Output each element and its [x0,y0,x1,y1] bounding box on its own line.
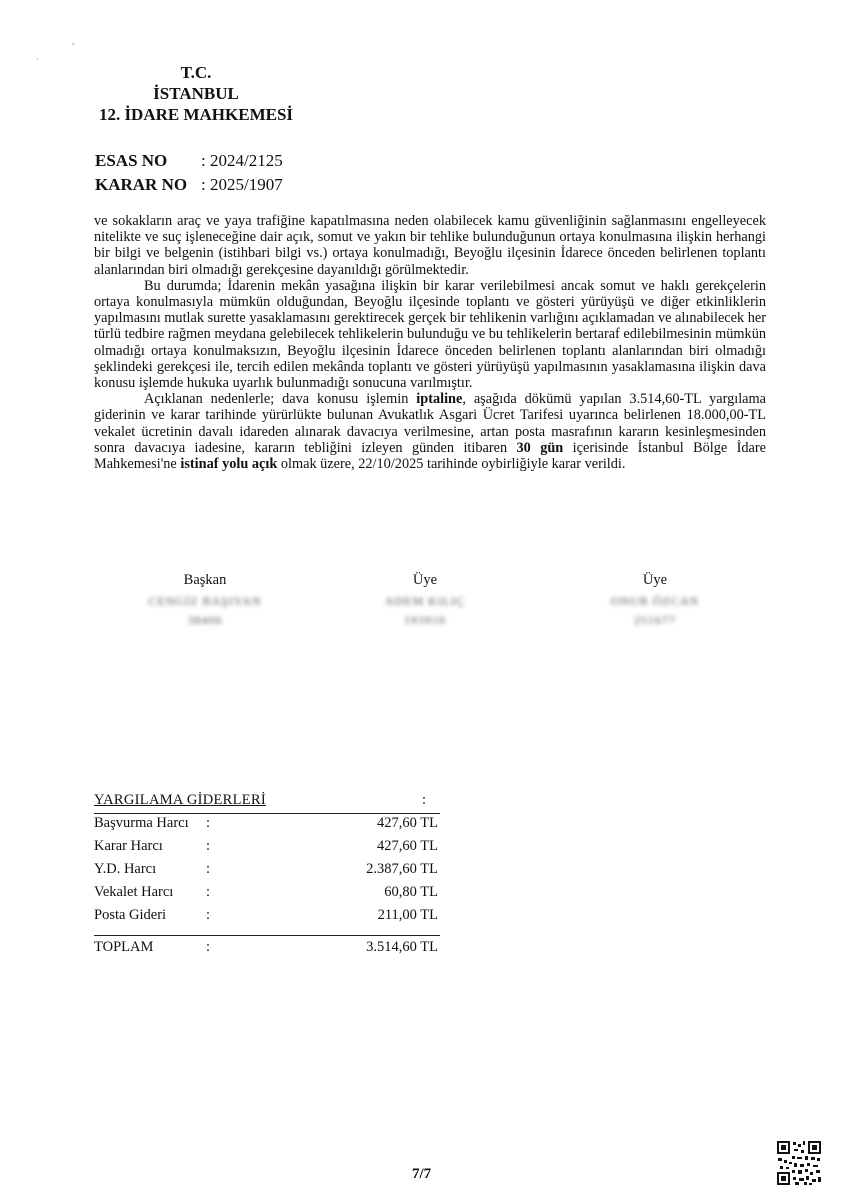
signature-reg-redacted: 193916 [404,613,446,627]
expense-label: Başvurma Harcı [94,815,189,831]
scan-speck: , [72,36,75,47]
paragraph-1: ve sokakların araç ve yaya trafiğine kapatılmasına neden olabilecek kamu güvenliğinin sağlanmasını engelleyecek nitelikte ve suç işleneceğine dair açık, somut ve yakın bir tehlike bulunduğunun ortaya konulmasına ilişkin herhangi bir bilgi ve belgenin (istihbari bilgi vs.) ortaya konulmadığı, Beyoğlu ilçesinin İdarece önceden belirlenen toplantı alanlarından biri olmadığı gerekçesine dayanıldığı görülmektedir. [94,213,766,278]
header-city: İSTANBUL [153,84,239,103]
p3-text: Açıklanan nedenlerle; dava konusu işlemin [144,391,417,408]
p3-text: , aşağıda dökümü yapılan 3.514,60-TL yargılama giderinin ve karar tarihinde yürürlükte bulunan Avukatlık Asgari Ücret Tarifesi uyarınca belirlenen 18.000,00-TL vekalet ücretinin davalı idareden alınarak davacıya verilmesine, artan posta masrafının kararın kesinleşmesinden sonra davacıya iadesine, kararın tebliğini izleyen günden itibaren [94,391,766,456]
paragraph-3 [94,391,766,472]
scan-speck: ` [36,58,40,69]
signature-reg-redacted: 38406 [187,613,223,627]
esas-value: : 2024/2125 [201,151,283,170]
expenses-heading-row [94,792,454,814]
expense-label: Karar Harcı [94,838,163,854]
total-divider [94,935,440,936]
p3-bold-iptal: iptaline [416,391,463,408]
karar-no [95,175,283,195]
signature-name-redacted: CENGİZ BAŞIYAN [148,594,262,608]
expenses-heading-colon: : [421,792,426,808]
expense-amount: 211,00 TL [377,907,438,923]
p3-bold-istinaf: istinaf yolu açık [180,456,278,473]
expenses-heading: YARGILAMA GİDERLERİ [94,792,267,808]
expense-row [94,815,454,837]
p3-text: olmak üzere, 22/10/2025 tarihinde oybirliğiyle karar verildi. [277,456,626,473]
expense-row [94,907,454,929]
total-amount: 3.514,60 TL [366,939,438,955]
expense-row [94,861,454,883]
expense-colon: : [206,884,211,900]
signature-title: Üye [642,572,668,588]
expense-label: Y.D. Harcı [94,861,157,877]
expense-amount: 427,60 TL [377,815,438,831]
expense-colon: : [206,907,211,923]
signature-name-redacted: ADEM KILIÇ [384,594,466,608]
p3-text: içerisinde İstanbul Bölge İdare Mahkemesi'ne [94,439,766,473]
expense-colon: : [206,861,211,877]
karar-label: KARAR NO [95,175,188,194]
expense-amount: 60,80 TL [384,884,438,900]
expense-total-row [94,939,454,961]
signature-title: Başkan [183,572,227,588]
expense-colon: : [206,838,211,854]
signature-reg-redacted: 251677 [634,613,676,627]
signature-uye-2 [590,572,720,628]
expense-row [94,884,454,906]
karar-value: : 2025/1907 [201,175,283,194]
court-header [80,62,312,125]
expense-amount: 427,60 TL [377,838,438,854]
paragraph-2: Bu durumda; İdarenin mekân yasağına ilişkin bir karar verilebilmesi ancak somut ve haklı gerekçelerin ortaya konulmasıyla mümkün olduğundan, Beyoğlu ilçesinde toplantı ve gösteri yürüyüşü ve diğer etkinliklerin yapılmasını mutlak surette yasaklamasını gerektirecek gerçek bir tehlikenin varlığını açıklamadan ve alınabilecek her türlü tedbire rağmen meydana gelebilecek tehlikelerin bulunduğu ve bu tehlikelerin bertaraf edilebilmesinin mümkün olmadığı ortaya konulmaksızın, Beyoğlu ilçesinin İdarece önceden belirlenen toplantı alanlarından biri olmadığı şeklindeki gerekçesi ile, tercih edilen mekânda toplantı ve gösteri yürüyüşü yapılmasının yasaklamasına ilişkin dava konusu işlemde hukuka uyarlık bulunmadığı sonucuna varılmıştır. [94,277,766,392]
divider [94,813,440,814]
p3-bold-days: 30 gün [516,439,564,456]
expense-amount: 2.387,60 TL [366,861,438,877]
header-court: 12. İDARE MAHKEMESİ [98,105,294,124]
header-tc: T.C. [180,63,212,82]
page-number: 7/7 [412,1166,432,1182]
expense-row [94,838,454,860]
signature-name-redacted: ONUR ÖZCAN [610,594,700,608]
qr-code-icon [776,1140,822,1186]
expense-label: Posta Gideri [94,907,167,923]
expense-label: Vekalet Harcı [94,884,174,900]
esas-no [95,151,283,171]
decision-body [94,213,766,472]
signature-baskan [130,572,280,628]
signature-uye-1 [360,572,490,628]
signature-title: Üye [412,572,438,588]
expense-colon: : [206,815,211,831]
total-label: TOPLAM [94,939,154,955]
total-colon: : [206,939,211,955]
esas-label: ESAS NO [95,151,168,170]
